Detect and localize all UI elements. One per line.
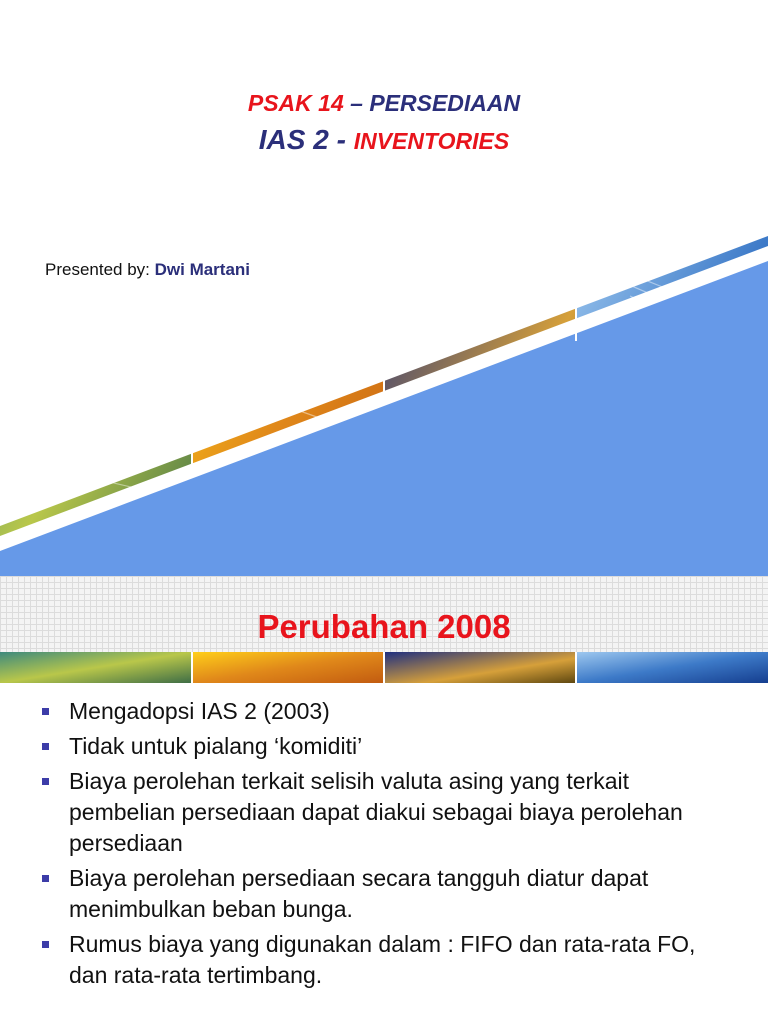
bullet-text: Rumus biaya yang digunakan dalam : FIFO dan rata-rata FO, dan rata-rata tertimbang. [69, 931, 696, 988]
square-bullet-icon [42, 941, 49, 948]
list-item [40, 863, 740, 925]
bullet-text: Tidak untuk pialang ‘komiditi’ [69, 733, 363, 759]
slide-title-line2 [0, 124, 768, 156]
list-item [40, 696, 740, 727]
decorative-photo-strip [0, 652, 768, 683]
square-bullet-icon [42, 778, 49, 785]
bullet-list [40, 696, 740, 995]
square-bullet-icon [42, 743, 49, 750]
presented-label: Presented by: [45, 260, 155, 279]
list-item [40, 766, 740, 859]
square-bullet-icon [42, 708, 49, 715]
title-inventories: INVENTORIES [353, 128, 510, 154]
title-persediaan: – PERSEDIAAN [343, 90, 521, 116]
square-bullet-icon [42, 875, 49, 882]
slide-title-line1 [0, 90, 768, 117]
title-psak: PSAK 14 [247, 90, 344, 116]
bullet-text: Biaya perolehan terkait selisih valuta asing yang terkait pembelian persediaan dapat diakui sebagai biaya perolehan persediaan [69, 768, 683, 856]
decorative-photo-banner [0, 236, 768, 576]
bullet-text: Biaya perolehan persediaan secara tangguh diatur dapat menimbulkan beban bunga. [69, 865, 649, 922]
content-slide [0, 576, 768, 1024]
list-item [40, 731, 740, 762]
list-item [40, 929, 740, 991]
slide-heading: Perubahan 2008 [257, 608, 511, 645]
title-ias: IAS 2 - [258, 124, 354, 155]
presenter-name: Dwi Martani [154, 260, 251, 279]
bullet-text: Mengadopsi IAS 2 (2003) [69, 698, 330, 724]
